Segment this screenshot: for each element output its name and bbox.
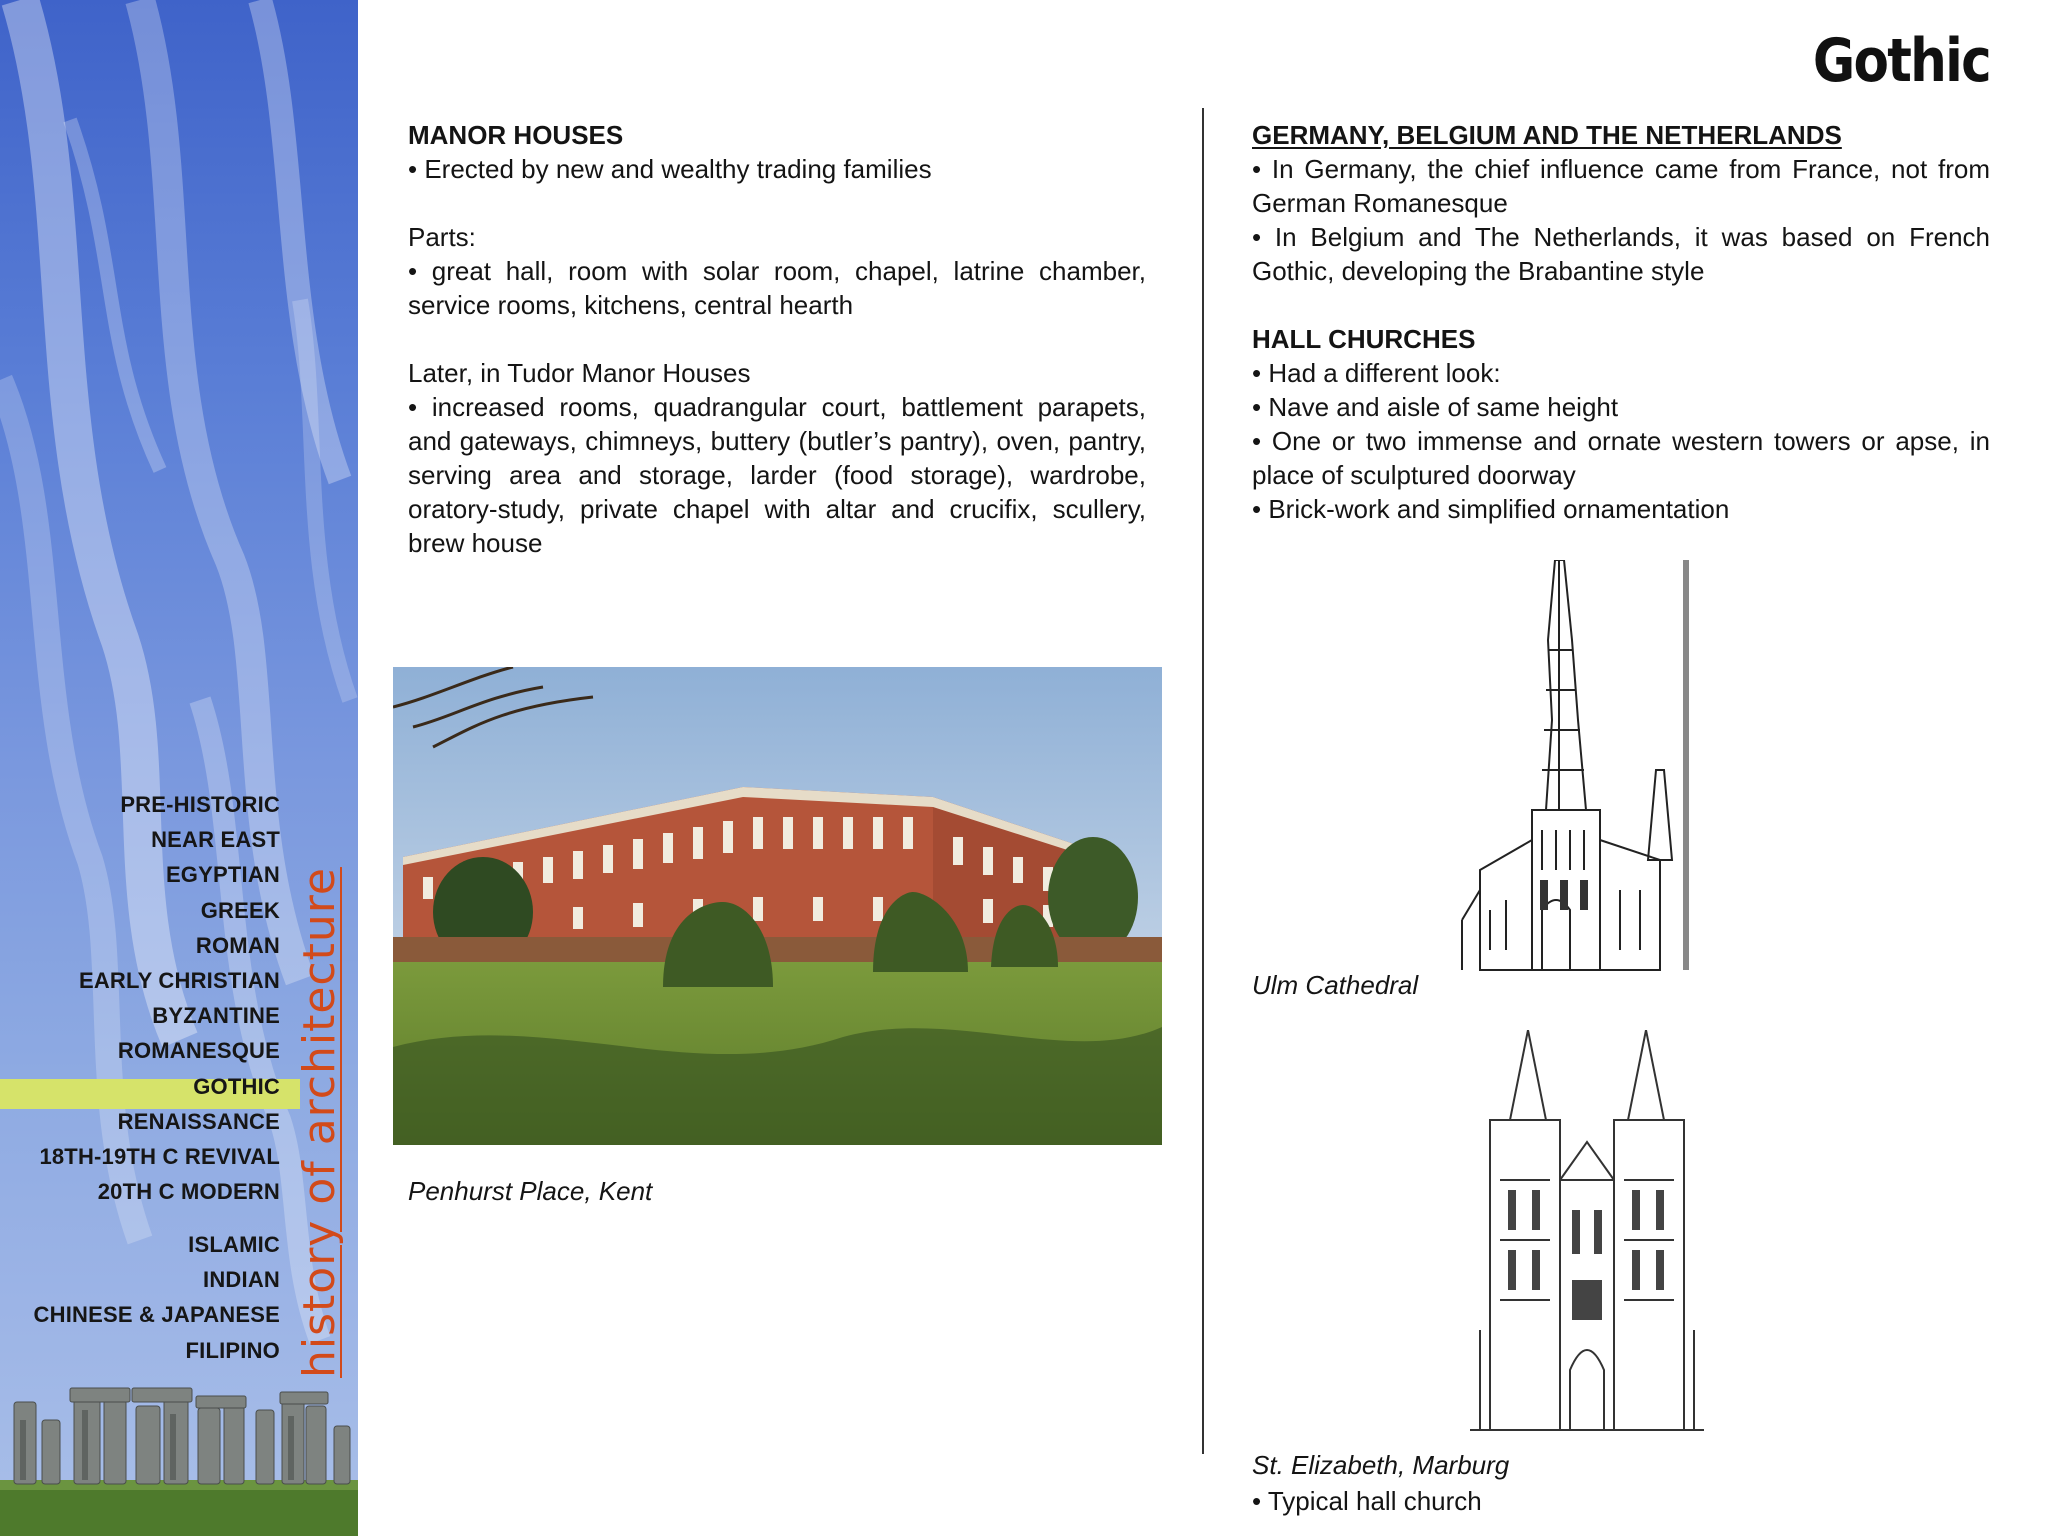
ulm-cathedral-sketch bbox=[1460, 560, 1694, 974]
hall-bullet-3: • One or two immense and ornate western towers or apse, in place of sculptured doorway bbox=[1252, 426, 1990, 490]
nav-item-gothic[interactable]: GOTHIC bbox=[193, 1074, 280, 1099]
tudor-label: Later, in Tudor Manor Houses bbox=[408, 358, 751, 388]
st-elizabeth-marburg-caption: St. Elizabeth, Marburg bbox=[1252, 1450, 1510, 1480]
right-column bbox=[1252, 118, 1990, 526]
nav-item-indian[interactable]: INDIAN bbox=[203, 1267, 280, 1292]
nav-item-early-christian[interactable]: EARLY CHRISTIAN bbox=[78, 968, 280, 993]
nav-item-renaissance[interactable]: RENAISSANCE bbox=[117, 1109, 280, 1134]
belgium-bullet: • In Belgium and The Netherlands, it was based on French Gothic, developing the Brabantine style bbox=[1252, 222, 1990, 286]
left-column bbox=[408, 118, 1146, 560]
st-elizabeth-marburg-sketch bbox=[1460, 1030, 1714, 1436]
nav-item-filipino[interactable]: FILIPINO bbox=[185, 1338, 280, 1363]
penhurst-place-caption: Penhurst Place, Kent bbox=[408, 1176, 653, 1206]
nav-item-near-east[interactable]: NEAR EAST bbox=[151, 827, 280, 852]
hall-bullet-4: • Brick-work and simplified ornamentation bbox=[1252, 494, 1730, 524]
typical-hall-church-note: • Typical hall church bbox=[1252, 1486, 1482, 1516]
nav-item-18th-19th-c-revival[interactable]: 18TH-19TH C REVIVAL bbox=[39, 1144, 280, 1169]
parts-text: • great hall, room with solar room, chapel, latrine chamber, service rooms, kitchens, central hearth bbox=[408, 256, 1146, 320]
nav-item-romanesque[interactable]: ROMANESQUE bbox=[117, 1038, 280, 1063]
parts-label: Parts: bbox=[408, 222, 476, 252]
sidebar bbox=[0, 0, 358, 1536]
germany-belgium-netherlands-heading: GERMANY, BELGIUM AND THE NETHERLANDS bbox=[1252, 120, 1842, 150]
hall-bullet-1: • Had a different look: bbox=[1252, 358, 1501, 388]
tudor-text: • increased rooms, quadrangular court, battlement parapets, and gateways, chimneys, buttery (butler’s pantry), oven, pantry, serving area and storage, larder (food storage), wardrobe, oratory-study, private chapel with altar and crucifix, scullery, brew house bbox=[408, 392, 1146, 558]
nav-item-egyptian[interactable]: EGYPTIAN bbox=[165, 862, 280, 887]
nav-item-byzantine[interactable]: BYZANTINE bbox=[152, 1003, 280, 1028]
manor-houses-heading: MANOR HOUSES bbox=[408, 120, 624, 150]
ulm-cathedral-caption: Ulm Cathedral bbox=[1252, 970, 1419, 1000]
nav-item-greek[interactable]: GREEK bbox=[200, 898, 280, 923]
stonehenge-image bbox=[0, 1380, 358, 1536]
history-of-architecture-title: history of architecture bbox=[294, 867, 345, 1378]
penhurst-place-photo bbox=[393, 667, 1162, 1145]
manor-bullet-1: • Erected by new and wealthy trading families bbox=[408, 154, 932, 184]
hall-bullet-2: • Nave and aisle of same height bbox=[1252, 392, 1619, 422]
page-title: Gothic bbox=[1812, 26, 1990, 96]
hall-churches-heading: HALL CHURCHES bbox=[1252, 324, 1476, 354]
nav-item-roman[interactable]: ROMAN bbox=[195, 933, 280, 958]
nav-item-islamic[interactable]: ISLAMIC bbox=[188, 1232, 280, 1257]
nav-item-pre-historic[interactable]: PRE-HISTORIC bbox=[120, 792, 280, 817]
column-divider bbox=[1202, 108, 1204, 1454]
germany-bullet: • In Germany, the chief influence came from France, not from German Romanesque bbox=[1252, 154, 1990, 218]
nav-item-chinese-japanese[interactable]: CHINESE & JAPANESE bbox=[33, 1302, 280, 1327]
nav-item-20th-c-modern[interactable]: 20TH C MODERN bbox=[97, 1179, 280, 1204]
